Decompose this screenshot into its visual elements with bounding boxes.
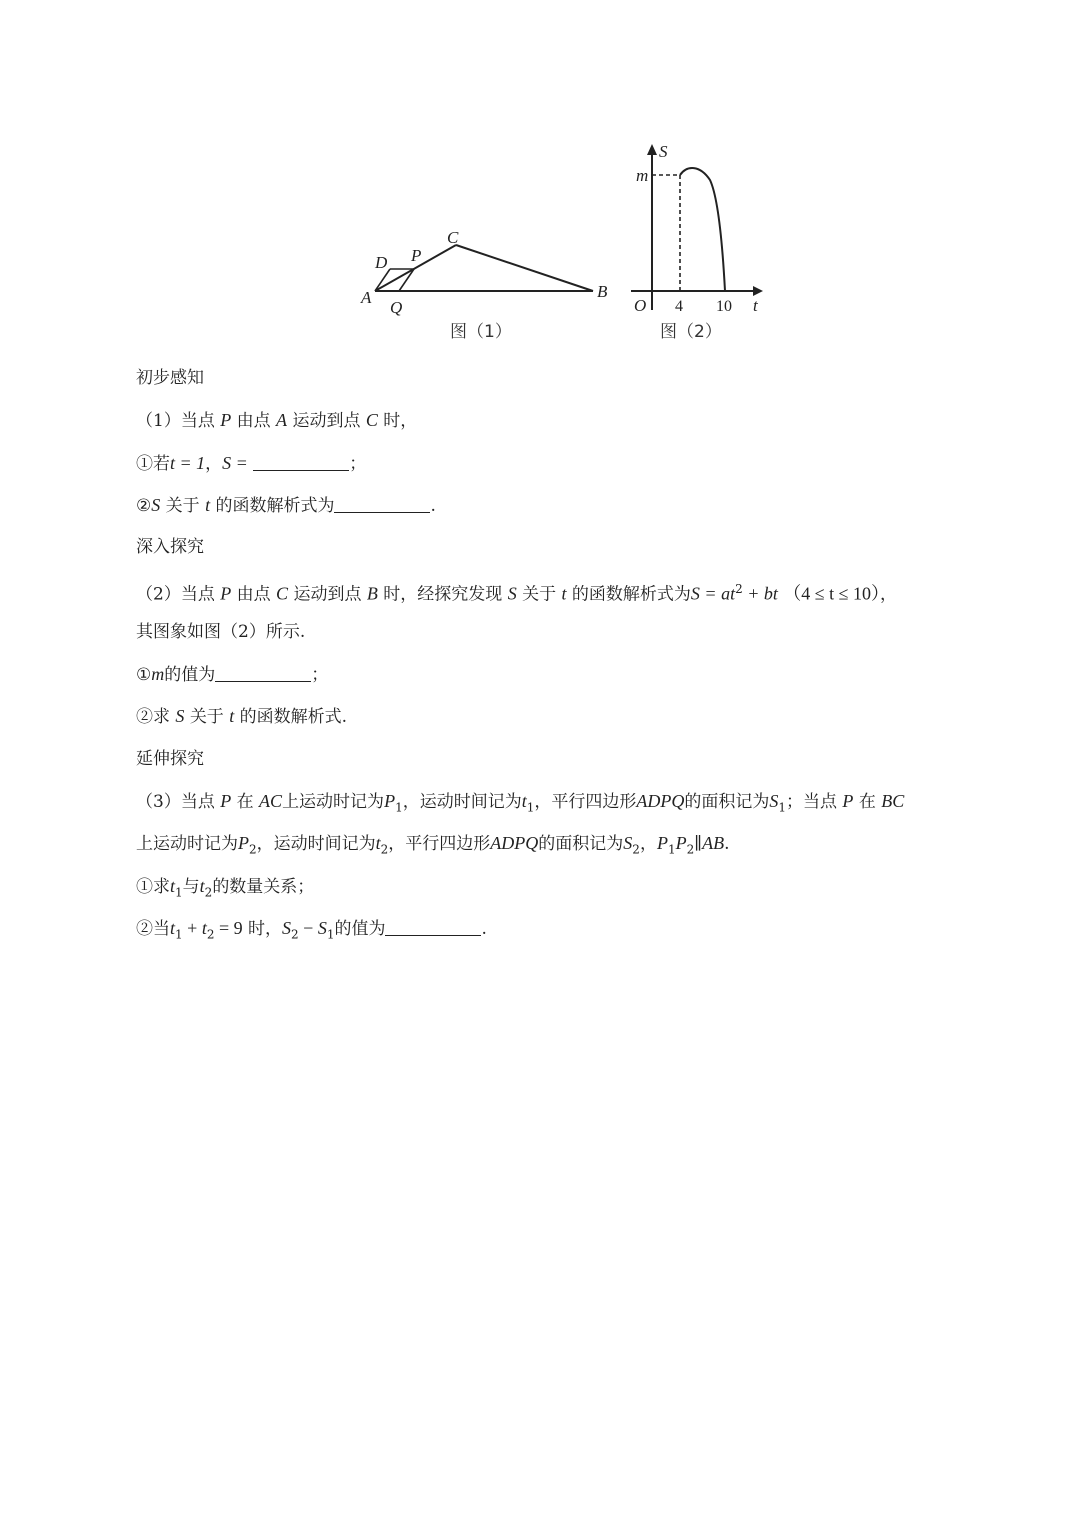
label-B: B [597, 282, 608, 301]
t-axis-arrow [753, 286, 763, 296]
answer-blank[interactable] [385, 917, 481, 936]
figure-1 [360, 228, 608, 342]
q2-sub1: ①m的值为 ； [136, 664, 329, 686]
q3-sub1: ①求$t_1$与$t_2$的数量关系； [136, 875, 315, 899]
figures [355, 135, 775, 350]
q2-cont: 其图象如图（2）所示. [136, 621, 306, 642]
heading-3: 延伸探究 [136, 748, 204, 769]
q1-sub2: ②S 关于 t 的函数解析式为 . [136, 494, 436, 516]
q1-sub1: ①若t = 1，S = ； [136, 452, 367, 474]
curve [680, 168, 725, 291]
tick-label-4: 4 [675, 298, 683, 315]
caption-figure-1: 图（1） [450, 322, 512, 342]
q3-line1: （3）当点 P 在 AC上运动时记为$P_1$，运动时间记为$t_1$，平行四边形ADPQ的面积记为$S_1$；当点 P 在 BC [136, 790, 905, 815]
origin-label: O [634, 296, 647, 315]
q1-intro: （1）当点 P 由点 A 运动到点 C 时， [136, 410, 418, 432]
answer-blank[interactable] [334, 494, 430, 513]
label-P: P [411, 246, 422, 265]
label-D: D [375, 253, 388, 272]
heading-2: 深入探究 [136, 537, 204, 558]
figures-svg [355, 135, 775, 350]
answer-blank[interactable] [215, 663, 311, 682]
tick-label-10: 10 [716, 298, 732, 315]
heading-1: 初步感知 [136, 368, 204, 388]
label-Q: Q [390, 298, 403, 317]
label-C: C [447, 228, 459, 247]
tick-label-m: m [636, 166, 649, 185]
q3-line2: 上运动时记为$P_2$，运动时间记为$t_2$，平行四边形ADPQ的面积记为$S_2$，$P_1P_2\parallel AB$. [136, 833, 730, 857]
axis-label-t: t [753, 296, 758, 315]
segment-CB [456, 245, 593, 291]
s-axis-arrow [647, 144, 657, 155]
q2-sub2: ②求 S 关于 t 的函数解析式. [136, 706, 348, 728]
caption-figure-2: 图（2） [660, 322, 722, 342]
q2-intro: （2）当点 P 由点 C 运动到点 B 时，经探究发现 S 关于 t 的函数解析式为$S = at^2$ + bt （4 ≤ t ≤ 10）， [136, 582, 898, 606]
axis-label-s: S [659, 142, 668, 161]
problem-text [136, 364, 976, 956]
figure-2 [631, 142, 763, 342]
answer-blank[interactable] [253, 452, 349, 471]
q3-sub2: ②当$t_1 + t_2 = 9$ 时，$S_2 - S_1$的值为 . [136, 917, 487, 942]
label-A: A [361, 288, 372, 307]
